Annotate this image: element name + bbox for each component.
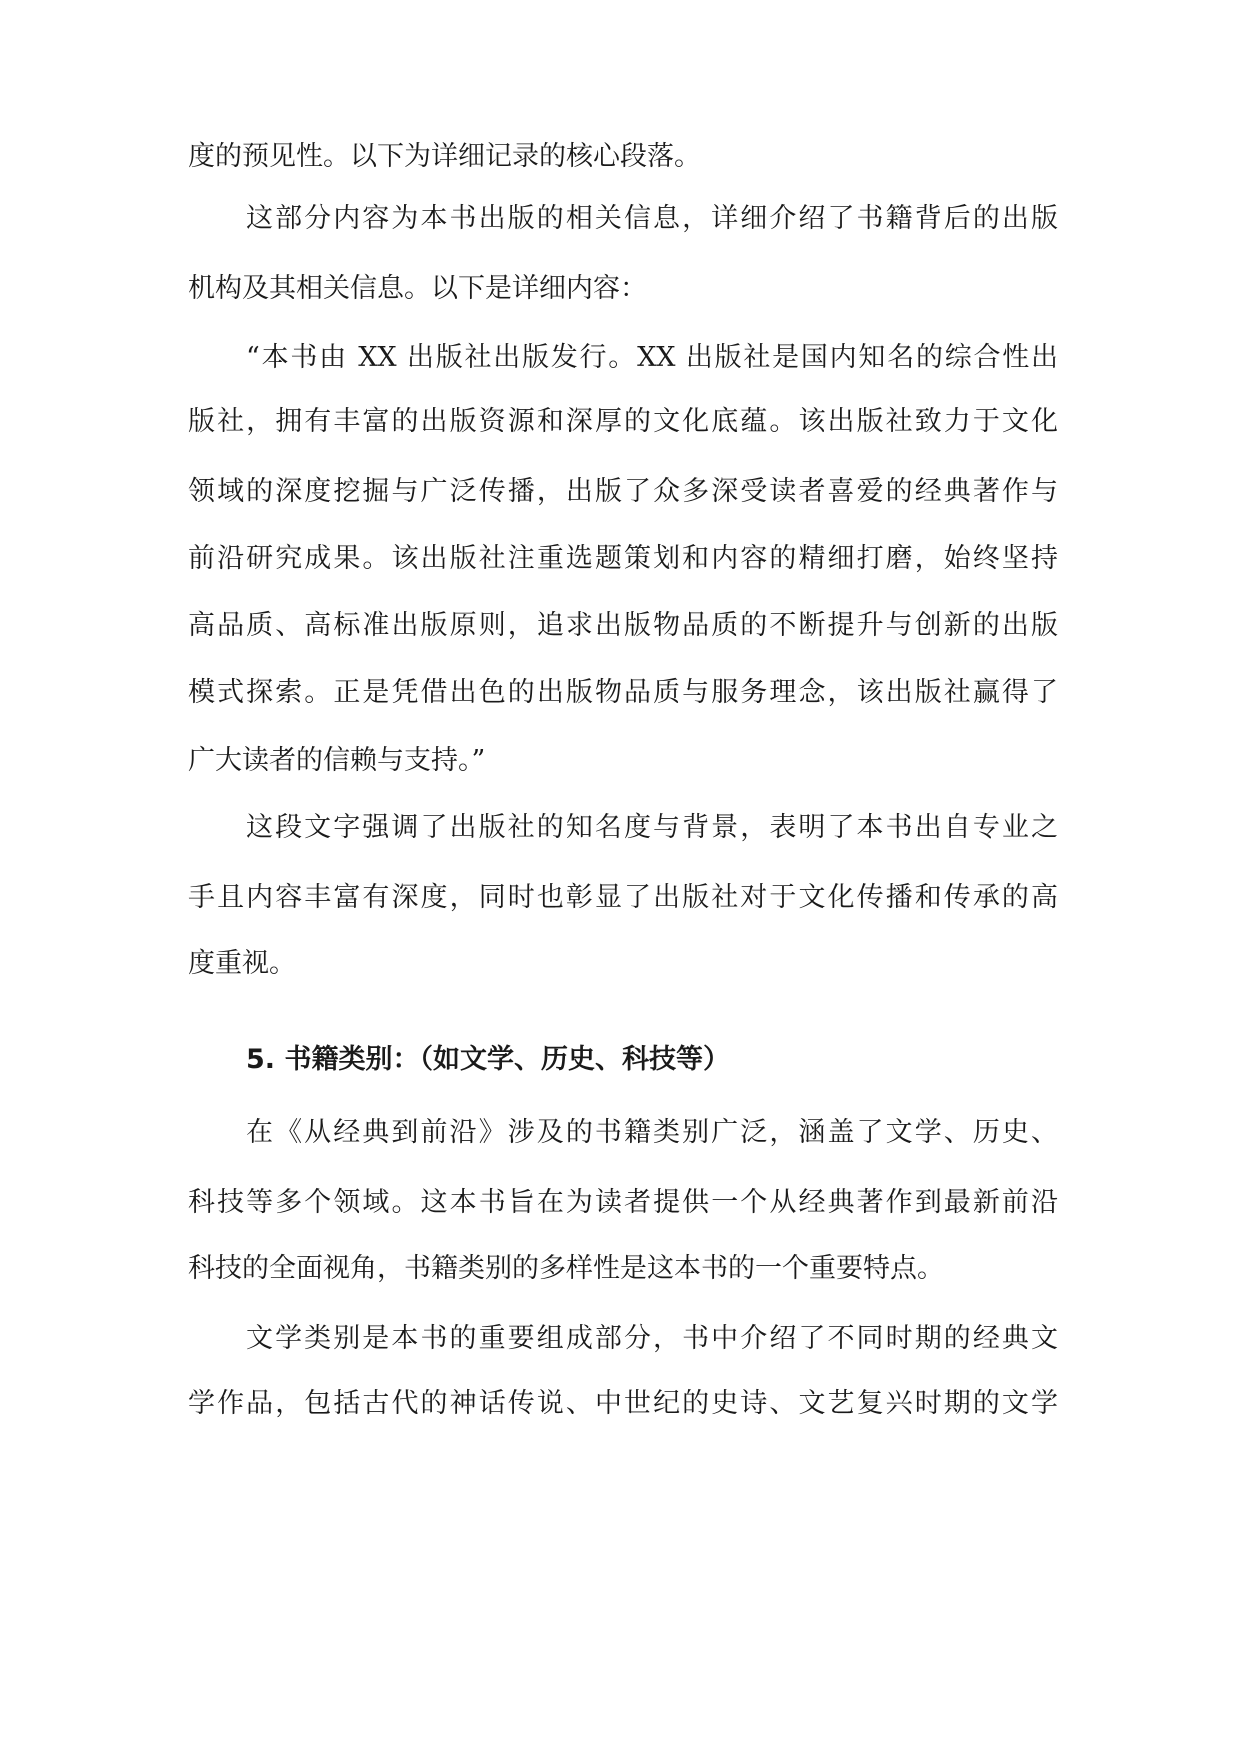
quote-line: 广大读者的信赖与支持。” (188, 745, 486, 776)
quote-line: 领域的深度挖掘与广泛传播，出版了众多深受读者喜爱的经典著作与 (188, 476, 1058, 507)
paragraph-line: 科技的全面视角，书籍类别的多样性是这本书的一个重要特点。 (188, 1253, 944, 1284)
paragraph-line: 文学类别是本书的重要组成部分，书中介绍了不同时期的经典文 (246, 1323, 1058, 1354)
paragraph-line: 度的预见性。以下为详细记录的核心段落。 (188, 141, 701, 172)
quote-line: 模式探索。正是凭借出色的出版物品质与服务理念，该出版社赢得了 (188, 677, 1058, 708)
quote-line: 前沿研究成果。该出版社注重选题策划和内容的精细打磨，始终坚持 (188, 543, 1058, 574)
paragraph-line: 这部分内容为本书出版的相关信息，详细介绍了书籍背后的出版 (246, 203, 1058, 234)
quote-line: 高品质、高标准出版原则，追求出版物品质的不断提升与创新的出版 (188, 610, 1058, 641)
paragraph-line: 在《从经典到前沿》涉及的书籍类别广泛，涵盖了文学、历史、 (246, 1117, 1058, 1148)
section-heading: 5. 书籍类别：（如文学、历史、科技等） (246, 1044, 730, 1075)
paragraph-line: 机构及其相关信息。以下是详细内容： (188, 273, 647, 304)
paragraph-line: 这段文字强调了出版社的知名度与背景，表明了本书出自专业之 (246, 812, 1058, 843)
quote-line: “本书由 XX 出版社出版发行。XX 出版社是国内知名的综合性出 (246, 342, 1058, 373)
quote-line: 版社，拥有丰富的出版资源和深厚的文化底蕴。该出版社致力于文化 (188, 406, 1058, 437)
paragraph-line: 度重视。 (188, 948, 296, 979)
paragraph-line: 学作品，包括古代的神话传说、中世纪的史诗、文艺复兴时期的文学 (188, 1388, 1058, 1419)
paragraph-line: 手且内容丰富有深度，同时也彰显了出版社对于文化传播和传承的高 (188, 882, 1058, 913)
paragraph-line: 科技等多个领域。这本书旨在为读者提供一个从经典著作到最新前沿 (188, 1187, 1058, 1218)
